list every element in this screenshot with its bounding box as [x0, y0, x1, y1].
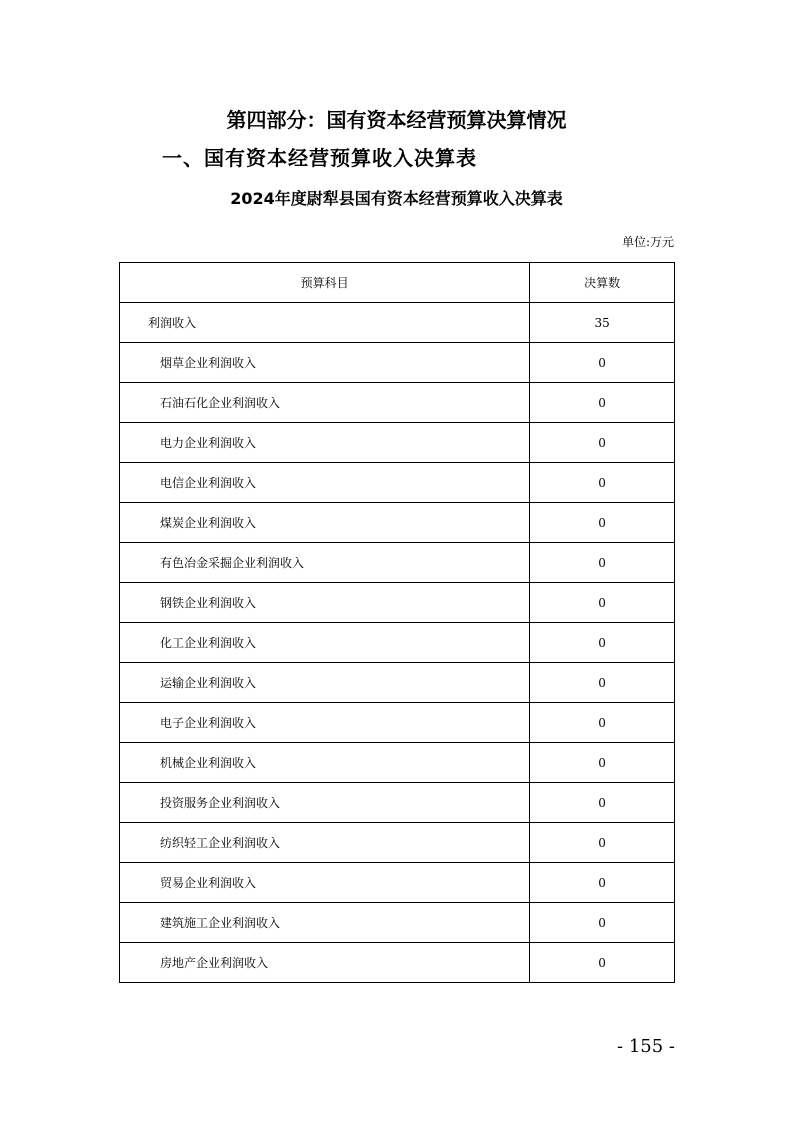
row-subject: 利润收入 — [120, 303, 530, 343]
row-amount: 0 — [530, 823, 675, 863]
table-row — [120, 343, 675, 383]
row-subject: 纺织轻工企业利润收入 — [120, 823, 530, 863]
part-title: 第四部分：国有资本经营预算决算情况 — [226, 108, 567, 132]
table-header-row — [120, 263, 675, 303]
table-row — [120, 423, 675, 463]
row-subject: 电子企业利润收入 — [120, 703, 530, 743]
table-row — [120, 463, 675, 503]
table-row — [120, 583, 675, 623]
revenue-table — [119, 262, 675, 983]
section-title: 一、国有资本经营预算收入决算表 — [162, 146, 477, 170]
table-row — [120, 783, 675, 823]
row-amount: 0 — [530, 663, 675, 703]
row-amount: 0 — [530, 623, 675, 663]
table-row — [120, 943, 675, 983]
row-amount: 0 — [530, 383, 675, 423]
row-subject: 钢铁企业利润收入 — [120, 583, 530, 623]
table-row — [120, 663, 675, 703]
page-number: - 155 - — [617, 1036, 675, 1057]
row-subject: 烟草企业利润收入 — [120, 343, 530, 383]
row-amount: 0 — [530, 463, 675, 503]
row-amount: 0 — [530, 343, 675, 383]
table-row — [120, 543, 675, 583]
row-amount: 0 — [530, 503, 675, 543]
row-subject: 电力企业利润收入 — [120, 423, 530, 463]
row-subject: 煤炭企业利润收入 — [120, 503, 530, 543]
row-amount: 35 — [530, 303, 675, 343]
column-header-amount: 决算数 — [530, 263, 675, 303]
row-subject: 建筑施工企业利润收入 — [120, 903, 530, 943]
row-amount: 0 — [530, 743, 675, 783]
row-amount: 0 — [530, 583, 675, 623]
table-row — [120, 503, 675, 543]
row-amount: 0 — [530, 543, 675, 583]
table-row — [120, 623, 675, 663]
row-amount: 0 — [530, 943, 675, 983]
row-subject: 电信企业利润收入 — [120, 463, 530, 503]
row-amount: 0 — [530, 703, 675, 743]
row-subject: 投资服务企业利润收入 — [120, 783, 530, 823]
unit-label: 单位:万元 — [621, 235, 674, 249]
row-subject: 有色冶金采掘企业利润收入 — [120, 543, 530, 583]
table-row — [120, 383, 675, 423]
row-subject: 贸易企业利润收入 — [120, 863, 530, 903]
column-header-subject: 预算科目 — [120, 263, 530, 303]
row-amount: 0 — [530, 783, 675, 823]
table-title: 2024年度尉犁县国有资本经营预算收入决算表 — [230, 189, 563, 208]
row-subject: 化工企业利润收入 — [120, 623, 530, 663]
row-subject: 房地产企业利润收入 — [120, 943, 530, 983]
row-amount: 0 — [530, 903, 675, 943]
table-row — [120, 303, 675, 343]
table-row — [120, 863, 675, 903]
row-subject: 运输企业利润收入 — [120, 663, 530, 703]
table-row — [120, 903, 675, 943]
row-amount: 0 — [530, 863, 675, 903]
row-subject: 石油石化企业利润收入 — [120, 383, 530, 423]
row-amount: 0 — [530, 423, 675, 463]
table-row — [120, 743, 675, 783]
table-row — [120, 703, 675, 743]
table-row — [120, 823, 675, 863]
row-subject: 机械企业利润收入 — [120, 743, 530, 783]
